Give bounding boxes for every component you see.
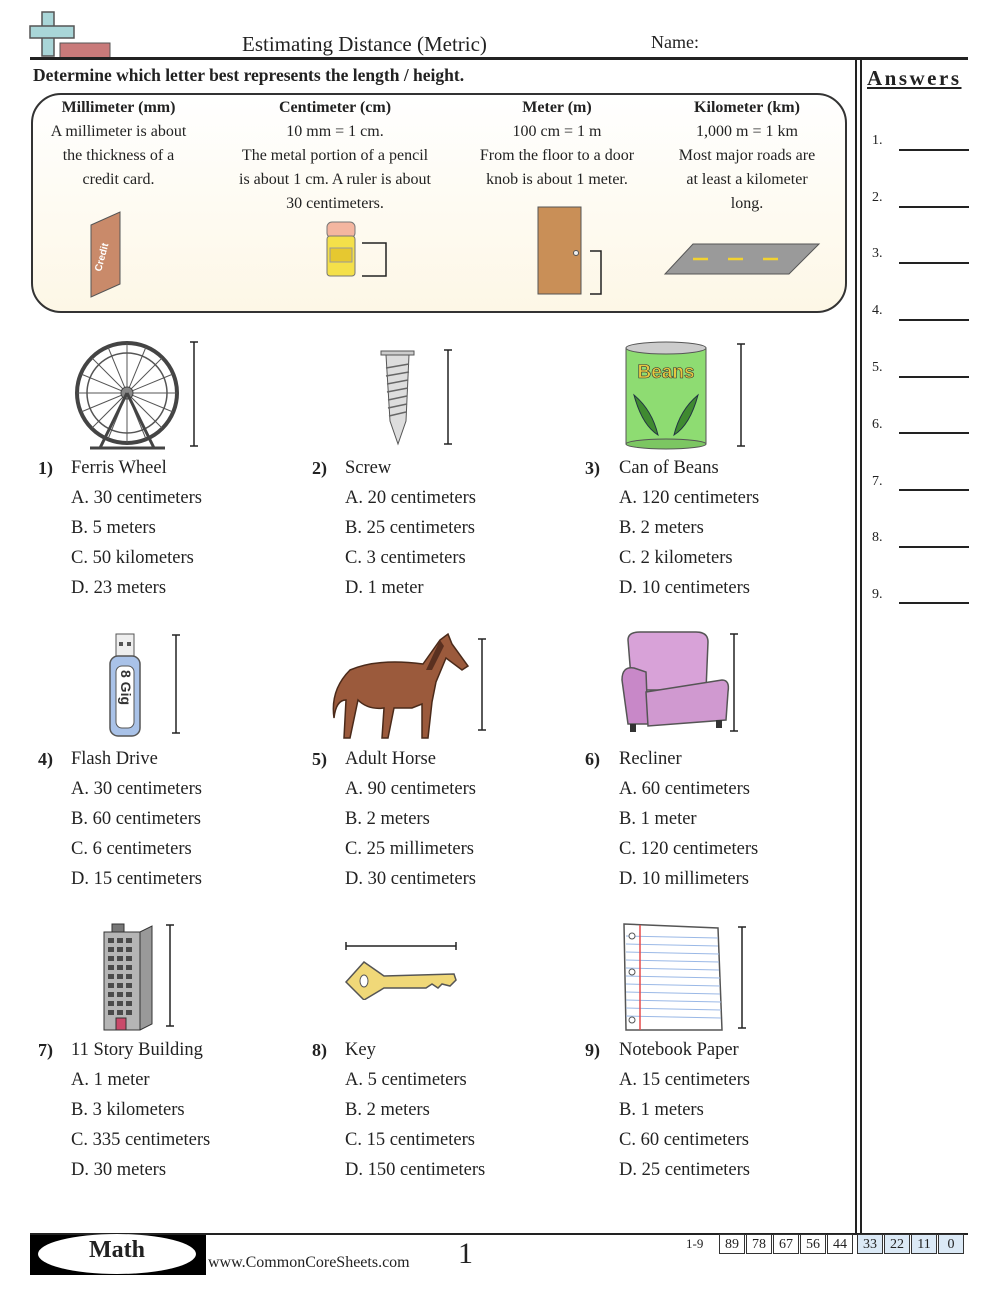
question-number: 7) (38, 1040, 53, 1060)
option-c: C. 335 centimeters (71, 1130, 211, 1150)
credit-card-text: Credit (93, 242, 112, 273)
question-item: 11 Story Building (71, 1040, 203, 1060)
screw-icon (378, 346, 458, 448)
option-b: B. 25 centimeters (345, 518, 475, 538)
option-d: D. 30 centimeters (345, 869, 476, 889)
option-b: B. 2 meters (619, 518, 704, 538)
option-b: B. 1 meter (619, 809, 697, 829)
instructions: Determine which letter best represents the length / height. (33, 65, 465, 85)
pencil-eraser-icon (324, 220, 392, 282)
reference-line: is about 1 cm. A ruler is about (239, 171, 431, 188)
answer-number: 9. (872, 587, 883, 602)
score-cell: 89 (719, 1234, 745, 1254)
reference-millimeter (35, 96, 202, 192)
question-number: 3) (585, 458, 600, 478)
answer-column-divider-inner (860, 60, 862, 1235)
bean-can-icon (622, 340, 752, 450)
option-b: B. 2 meters (345, 809, 430, 829)
page-number: 1 (458, 1237, 473, 1270)
reference-line: 30 centimeters. (286, 195, 384, 212)
question-item: Notebook Paper (619, 1040, 739, 1060)
option-b: B. 2 meters (345, 1100, 430, 1120)
reference-line: knob is about 1 meter. (486, 171, 628, 188)
score-cell: 11 (911, 1234, 937, 1254)
recliner-icon (618, 630, 746, 736)
answer-blank[interactable] (899, 546, 969, 548)
option-d: D. 23 meters (71, 578, 167, 598)
option-b: B. 60 centimeters (71, 809, 201, 829)
score-cell: 78 (746, 1234, 772, 1254)
score-cell: 56 (800, 1234, 826, 1254)
option-c: C. 3 centimeters (345, 548, 466, 568)
score-range-label: 1-9 (686, 1236, 704, 1251)
option-b: B. 1 meters (619, 1100, 704, 1120)
score-cell: 67 (773, 1234, 799, 1254)
option-d: D. 30 meters (71, 1160, 167, 1180)
answer-column-divider (855, 60, 857, 1235)
option-a: A. 15 centimeters (619, 1070, 750, 1090)
name-label: Name: (651, 32, 699, 52)
worksheet-title: Estimating Distance (Metric) (242, 32, 487, 56)
option-d: D. 10 centimeters (619, 578, 750, 598)
answer-blank[interactable] (899, 602, 969, 604)
reference-line: The metal portion of a pencil (241, 147, 429, 164)
option-b: B. 3 kilometers (71, 1100, 185, 1120)
score-cell: 33 (857, 1234, 883, 1254)
option-a: A. 60 centimeters (619, 779, 750, 799)
option-d: D. 10 millimeters (619, 869, 749, 889)
answer-blank[interactable] (899, 319, 969, 321)
option-a: A. 30 centimeters (71, 488, 202, 508)
reference-heading: Kilometer (km) (694, 99, 800, 116)
ferris-wheel-icon (70, 338, 215, 453)
answer-number: 4. (872, 303, 883, 318)
option-d: D. 15 centimeters (71, 869, 202, 889)
question-number: 2) (312, 458, 327, 478)
reference-heading: Millimeter (mm) (61, 99, 176, 116)
question-item: Key (345, 1040, 376, 1060)
option-a: A. 1 meter (71, 1070, 150, 1090)
answer-blank[interactable] (899, 432, 969, 434)
reference-line: 10 mm = 1 cm. (286, 123, 384, 140)
horse-icon (328, 630, 493, 742)
score-cell: 0 (938, 1234, 964, 1254)
reference-line: Most major roads are (678, 147, 816, 164)
reference-line: credit card. (82, 171, 155, 188)
question-number: 6) (585, 749, 600, 769)
option-d: D. 1 meter (345, 578, 424, 598)
answer-blank[interactable] (899, 149, 969, 151)
option-b: B. 5 meters (71, 518, 156, 538)
notebook-paper-icon (618, 920, 753, 1035)
answer-number: 8. (872, 530, 883, 545)
score-cell: 22 (884, 1234, 910, 1254)
question-item: Adult Horse (345, 749, 436, 769)
reference-centimeter (220, 96, 450, 216)
building-icon (100, 920, 182, 1032)
option-d: D. 150 centimeters (345, 1160, 486, 1180)
option-c: C. 50 kilometers (71, 548, 194, 568)
answer-number: 6. (872, 417, 883, 432)
question-number: 5) (312, 749, 327, 769)
answer-number: 5. (872, 360, 883, 375)
flash-drive-label: 8 Gig (118, 670, 134, 706)
option-a: A. 90 centimeters (345, 779, 476, 799)
option-c: C. 120 centimeters (619, 839, 759, 859)
question-number: 8) (312, 1040, 327, 1060)
bean-can-label: Beans (637, 362, 695, 383)
answer-blank[interactable] (899, 376, 969, 378)
question-number: 9) (585, 1040, 600, 1060)
answer-number: 3. (872, 246, 883, 261)
question-item: Screw (345, 458, 392, 478)
answer-blank[interactable] (899, 262, 969, 264)
question-item: Ferris Wheel (71, 458, 167, 478)
score-cell: 44 (827, 1234, 853, 1254)
reference-meter (462, 96, 652, 192)
reference-heading: Centimeter (cm) (278, 99, 392, 116)
reference-line: the thickness of a (62, 147, 175, 164)
question-item: Flash Drive (71, 749, 158, 769)
reference-line: at least a kilometer (686, 171, 808, 188)
site-logo-icon (28, 10, 112, 60)
reference-heading: Meter (m) (522, 99, 592, 116)
option-c: C. 6 centimeters (71, 839, 192, 859)
answer-number: 2. (872, 190, 883, 205)
reference-kilometer (657, 96, 837, 216)
website-link[interactable]: www.CommonCoreSheets.com (208, 1254, 410, 1271)
reference-line: 1,000 m = 1 km (696, 123, 798, 140)
option-a: A. 20 centimeters (345, 488, 476, 508)
question-number: 4) (38, 749, 53, 769)
road-icon (663, 240, 823, 278)
option-c: C. 2 kilometers (619, 548, 733, 568)
answer-blank[interactable] (899, 206, 969, 208)
reference-line: From the floor to a door (479, 147, 635, 164)
answer-number: 1. (872, 133, 883, 148)
key-icon (342, 938, 462, 1000)
subject-label: Math (89, 1237, 145, 1263)
answers-title: Answers (867, 66, 962, 90)
option-a: A. 30 centimeters (71, 779, 202, 799)
question-item: Recliner (619, 749, 682, 769)
option-a: A. 120 centimeters (619, 488, 760, 508)
reference-line: A millimeter is about (50, 123, 187, 140)
option-c: C. 15 centimeters (345, 1130, 475, 1150)
answer-number: 7. (872, 474, 883, 489)
header-divider (30, 57, 968, 60)
option-d: D. 25 centimeters (619, 1160, 750, 1180)
reference-line: long. (730, 195, 764, 212)
option-a: A. 5 centimeters (345, 1070, 467, 1090)
credit-card-icon (86, 210, 126, 300)
option-c: C. 25 millimeters (345, 839, 474, 859)
reference-line: 100 cm = 1 m (512, 123, 602, 140)
door-icon (536, 205, 606, 297)
question-number: 1) (38, 458, 53, 478)
option-c: C. 60 centimeters (619, 1130, 749, 1150)
flash-drive-icon (105, 630, 187, 740)
answer-blank[interactable] (899, 489, 969, 491)
question-item: Can of Beans (619, 458, 719, 478)
